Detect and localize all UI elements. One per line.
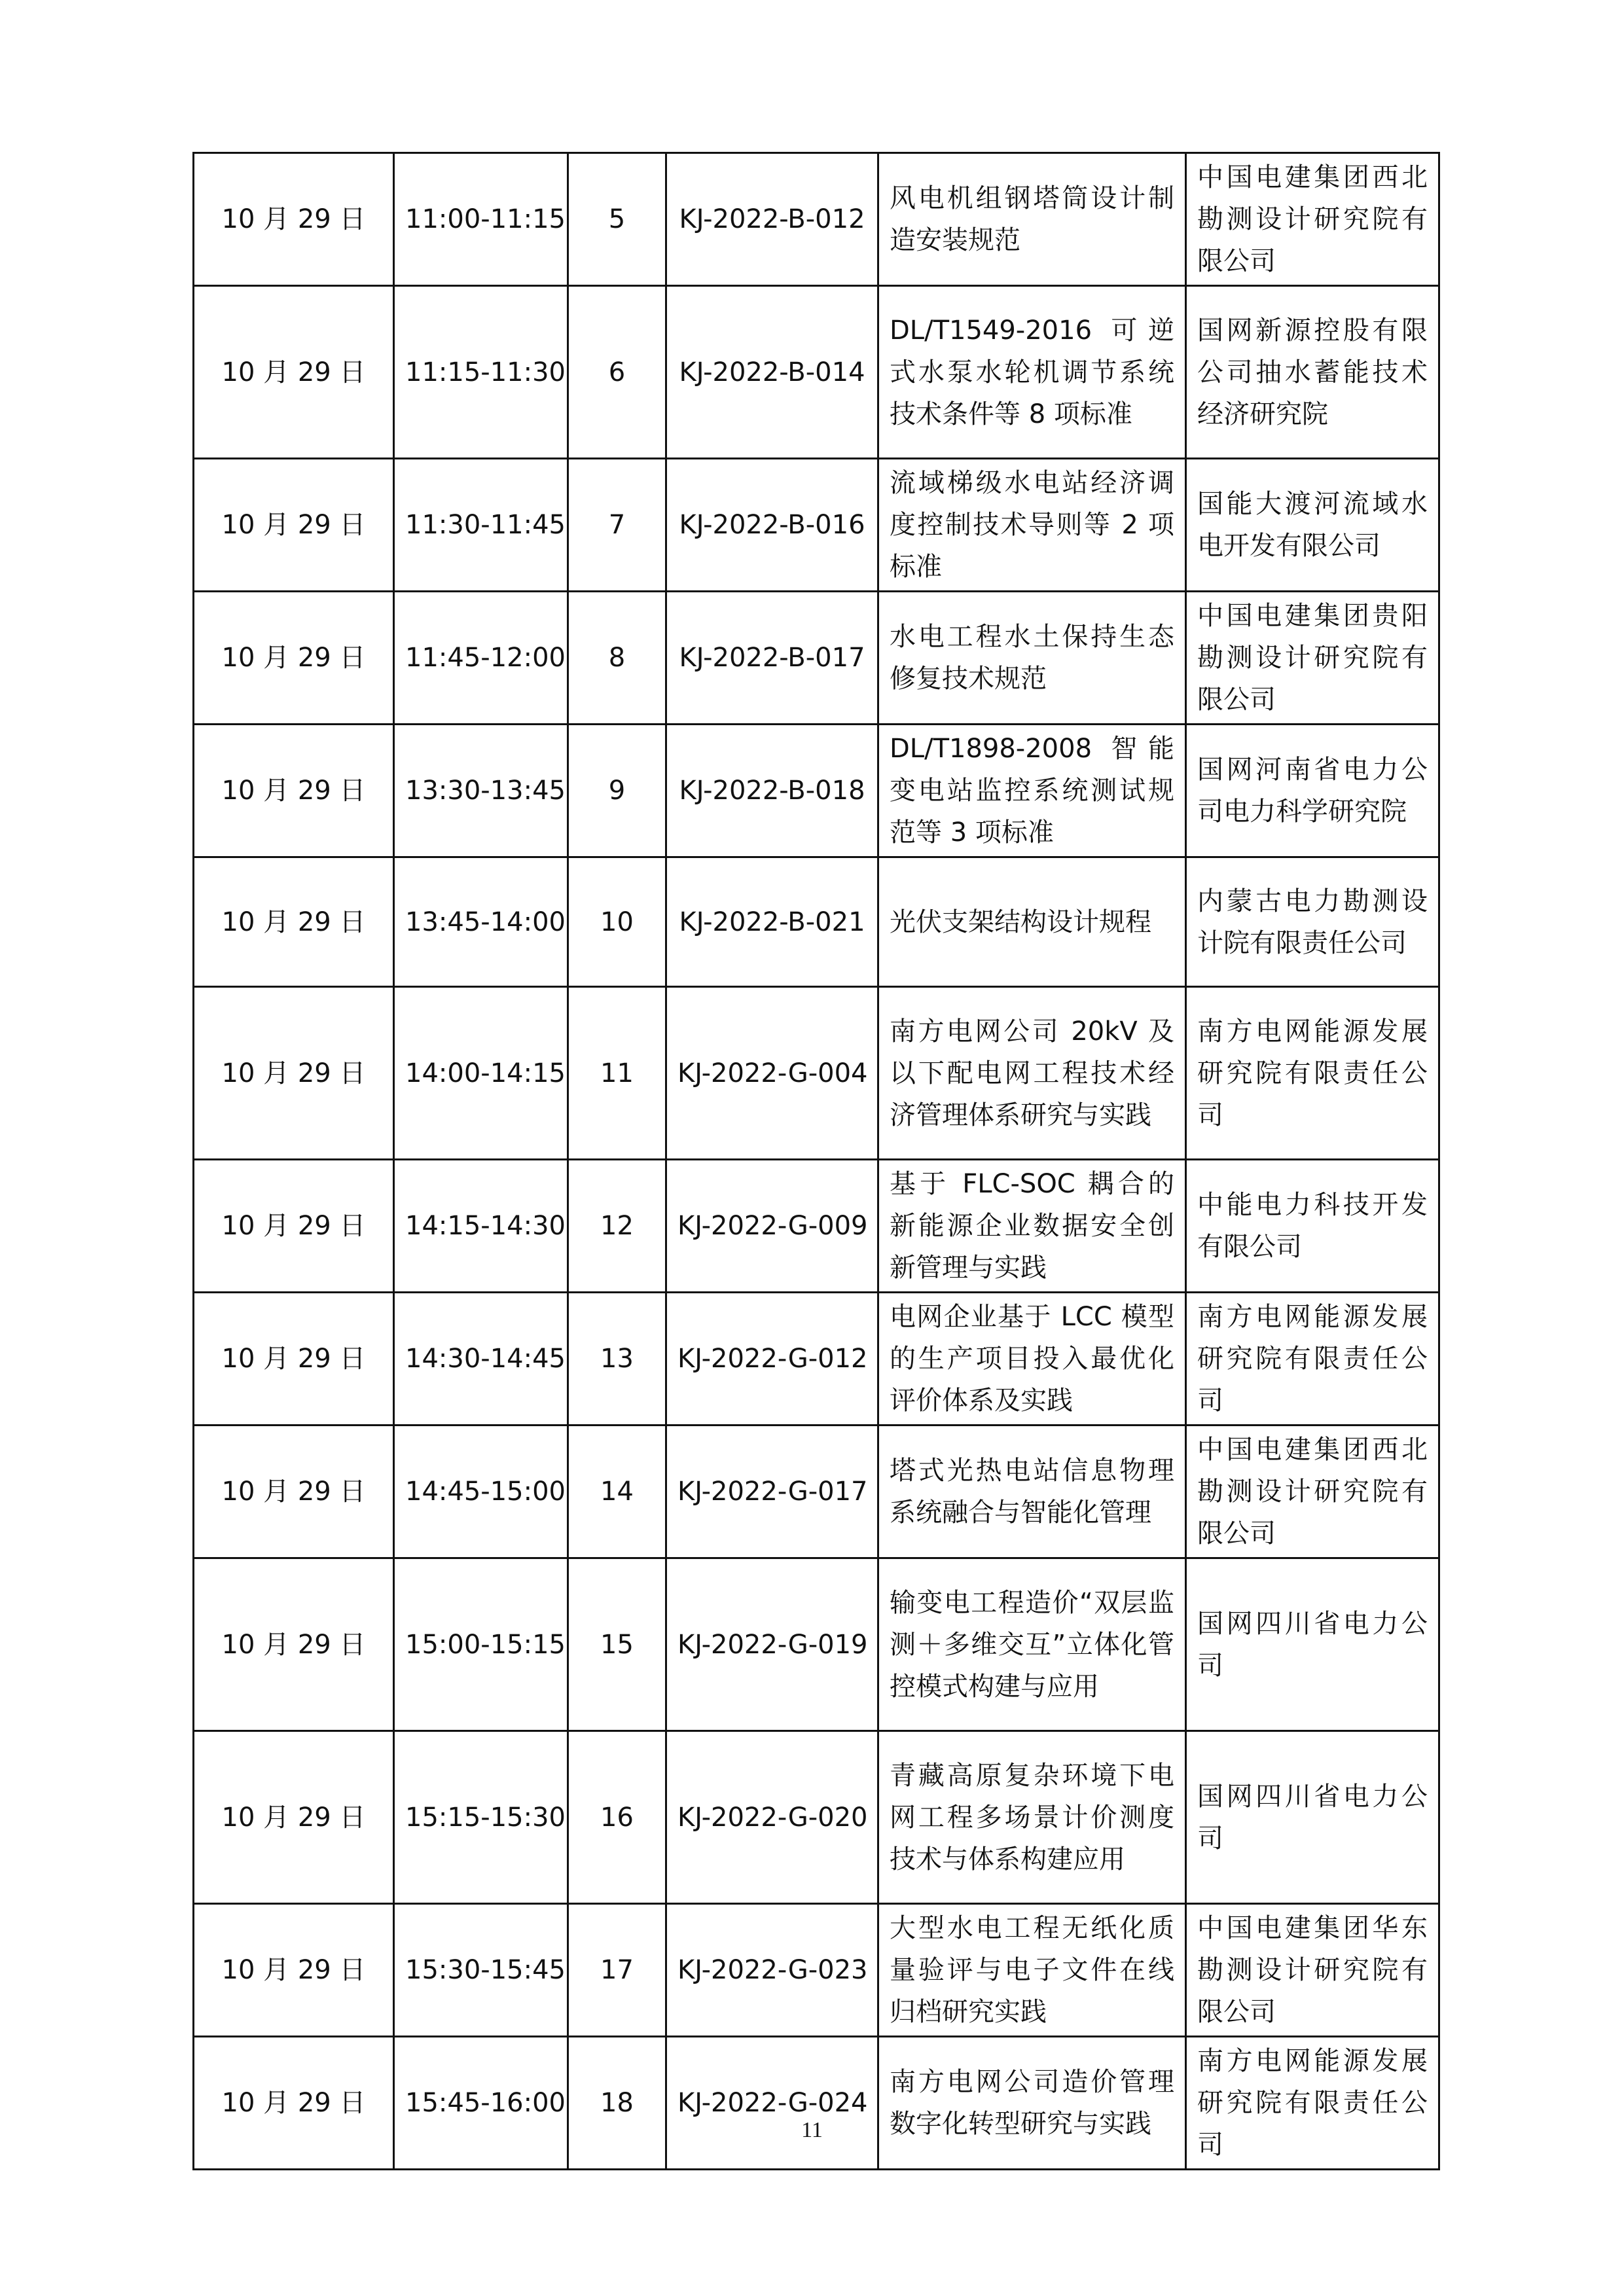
organization-cell: 南方电网能源发展研究院有限责任公司	[1186, 1293, 1439, 1426]
organization-cell: 中能电力科技开发有限公司	[1186, 1160, 1439, 1293]
date-cell: 10 月 29 日	[194, 459, 394, 592]
project-title-cell: 南方电网公司造价管理数字化转型研究与实践	[878, 2037, 1186, 2170]
organization-cell: 南方电网能源发展研究院有限责任公司	[1186, 987, 1439, 1160]
time-cell: 13:30-13:45	[394, 725, 568, 857]
number-cell: 7	[568, 459, 666, 592]
date-cell: 10 月 29 日	[194, 153, 394, 286]
time-cell: 11:15-11:30	[394, 286, 568, 459]
organization-cell: 国网新源控股有限公司抽水蓄能技术经济研究院	[1186, 286, 1439, 459]
project-title-cell: 水电工程水土保持生态修复技术规范	[878, 592, 1186, 725]
time-cell: 14:00-14:15	[394, 987, 568, 1160]
page-number: 11	[801, 2118, 823, 2142]
date-cell: 10 月 29 日	[194, 592, 394, 725]
project-title-cell: 输变电工程造价“双层监测＋多维交互”立体化管控模式构建与应用	[878, 1558, 1186, 1731]
number-cell: 18	[568, 2037, 666, 2170]
table-row	[194, 857, 1439, 987]
project-code-cell: KJ-2022-G-019	[666, 1558, 878, 1731]
project-title-cell: 电网企业基于 LCC 模型的生产项目投入最优化评价体系及实践	[878, 1293, 1186, 1426]
number-cell: 10	[568, 857, 666, 987]
project-title-cell: 塔式光热电站信息物理系统融合与智能化管理	[878, 1426, 1186, 1558]
organization-cell: 中国电建集团贵阳勘测设计研究院有限公司	[1186, 592, 1439, 725]
project-title-cell: 青藏高原复杂环境下电网工程多场景计价测度技术与体系构建应用	[878, 1731, 1186, 1904]
time-cell: 15:00-15:15	[394, 1558, 568, 1731]
project-title-cell: 大型水电工程无纸化质量验评与电子文件在线归档研究实践	[878, 1904, 1186, 2037]
time-cell: 15:45-16:00	[394, 2037, 568, 2170]
project-code-cell: KJ-2022-G-024	[666, 2037, 878, 2170]
organization-cell: 中国电建集团西北勘测设计研究院有限公司	[1186, 153, 1439, 286]
date-cell: 10 月 29 日	[194, 1731, 394, 1904]
date-cell: 10 月 29 日	[194, 1558, 394, 1731]
time-cell: 11:00-11:15	[394, 153, 568, 286]
project-title-cell: DL/T1549-2016 可逆式水泵水轮机调节系统技术条件等 8 项标准	[878, 286, 1186, 459]
number-cell: 12	[568, 1160, 666, 1293]
table-row	[194, 2037, 1439, 2170]
table-row	[194, 1904, 1439, 2037]
project-code-cell: KJ-2022-B-014	[666, 286, 878, 459]
schedule-table	[192, 152, 1440, 2170]
project-code-cell: KJ-2022-B-016	[666, 459, 878, 592]
number-cell: 16	[568, 1731, 666, 1904]
project-code-cell: KJ-2022-B-017	[666, 592, 878, 725]
number-cell: 13	[568, 1293, 666, 1426]
project-code-cell: KJ-2022-B-012	[666, 153, 878, 286]
project-code-cell: KJ-2022-G-004	[666, 987, 878, 1160]
organization-cell: 国网河南省电力公司电力科学研究院	[1186, 725, 1439, 857]
organization-cell: 国网四川省电力公司	[1186, 1731, 1439, 1904]
number-cell: 11	[568, 987, 666, 1160]
table-row	[194, 1160, 1439, 1293]
date-cell: 10 月 29 日	[194, 2037, 394, 2170]
table-row	[194, 1558, 1439, 1731]
organization-cell: 中国电建集团西北勘测设计研究院有限公司	[1186, 1426, 1439, 1558]
date-cell: 10 月 29 日	[194, 725, 394, 857]
project-title-cell: 南方电网公司 20kV 及以下配电网工程技术经济管理体系研究与实践	[878, 987, 1186, 1160]
time-cell: 11:30-11:45	[394, 459, 568, 592]
table-row	[194, 1293, 1439, 1426]
organization-cell: 国能大渡河流域水电开发有限公司	[1186, 459, 1439, 592]
number-cell: 5	[568, 153, 666, 286]
number-cell: 15	[568, 1558, 666, 1731]
organization-cell: 国网四川省电力公司	[1186, 1558, 1439, 1731]
table-row	[194, 286, 1439, 459]
time-cell: 15:15-15:30	[394, 1731, 568, 1904]
date-cell: 10 月 29 日	[194, 1160, 394, 1293]
project-title-cell: 光伏支架结构设计规程	[878, 857, 1186, 987]
date-cell: 10 月 29 日	[194, 1426, 394, 1558]
project-code-cell: KJ-2022-G-009	[666, 1160, 878, 1293]
organization-cell: 内蒙古电力勘测设计院有限责任公司	[1186, 857, 1439, 987]
number-cell: 6	[568, 286, 666, 459]
table-row	[194, 153, 1439, 286]
project-code-cell: KJ-2022-B-018	[666, 725, 878, 857]
project-code-cell: KJ-2022-G-023	[666, 1904, 878, 2037]
table-row	[194, 459, 1439, 592]
organization-cell: 南方电网能源发展研究院有限责任公司	[1186, 2037, 1439, 2170]
table-row	[194, 1426, 1439, 1558]
time-cell: 11:45-12:00	[394, 592, 568, 725]
date-cell: 10 月 29 日	[194, 1293, 394, 1426]
date-cell: 10 月 29 日	[194, 1904, 394, 2037]
time-cell: 15:30-15:45	[394, 1904, 568, 2037]
project-title-cell: 风电机组钢塔筒设计制造安装规范	[878, 153, 1186, 286]
time-cell: 13:45-14:00	[394, 857, 568, 987]
date-cell: 10 月 29 日	[194, 857, 394, 987]
organization-cell: 中国电建集团华东勘测设计研究院有限公司	[1186, 1904, 1439, 2037]
time-cell: 14:15-14:30	[394, 1160, 568, 1293]
table-row	[194, 987, 1439, 1160]
time-cell: 14:45-15:00	[394, 1426, 568, 1558]
project-title-cell: 基于 FLC-SOC 耦合的新能源企业数据安全创新管理与实践	[878, 1160, 1186, 1293]
table-row	[194, 1731, 1439, 1904]
project-title-cell: DL/T1898-2008 智能变电站监控系统测试规范等 3 项标准	[878, 725, 1186, 857]
number-cell: 8	[568, 592, 666, 725]
number-cell: 17	[568, 1904, 666, 2037]
project-title-cell: 流域梯级水电站经济调度控制技术导则等 2 项标准	[878, 459, 1186, 592]
number-cell: 9	[568, 725, 666, 857]
project-code-cell: KJ-2022-G-020	[666, 1731, 878, 1904]
date-cell: 10 月 29 日	[194, 987, 394, 1160]
project-code-cell: KJ-2022-G-012	[666, 1293, 878, 1426]
number-cell: 14	[568, 1426, 666, 1558]
table-row	[194, 725, 1439, 857]
table-row	[194, 592, 1439, 725]
date-cell: 10 月 29 日	[194, 286, 394, 459]
project-code-cell: KJ-2022-B-021	[666, 857, 878, 987]
project-code-cell: KJ-2022-G-017	[666, 1426, 878, 1558]
time-cell: 14:30-14:45	[394, 1293, 568, 1426]
